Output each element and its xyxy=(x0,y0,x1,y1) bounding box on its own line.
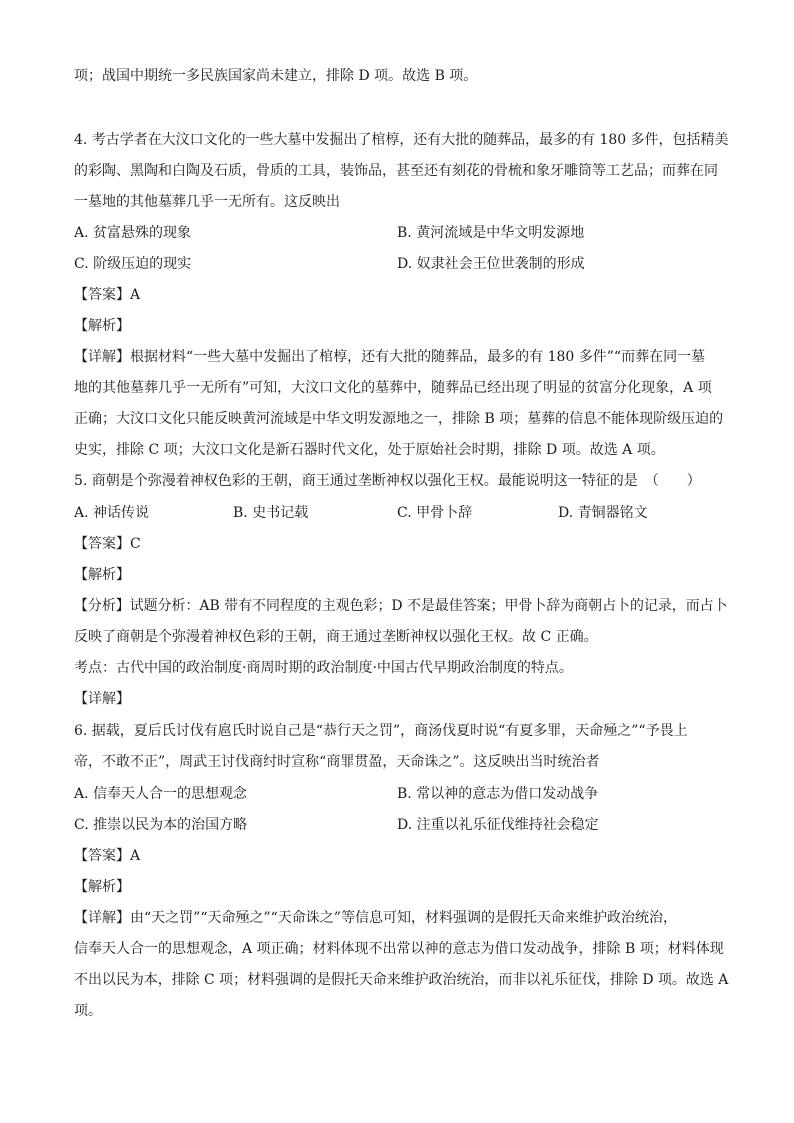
q6-option-b: B. 常以神的意志为借口发动战争 xyxy=(397,786,599,802)
q5-answer: 【答案】C xyxy=(74,536,141,552)
q4-detail-line-2: 地的其他墓葬几乎一无所有”可知，大汶口文化的墓葬中，随葬品已经出现了明显的贫富分化现象，A 项 xyxy=(74,380,712,396)
q6-option-c: C. 推崇以民为本的治国方略 xyxy=(74,817,248,833)
q6-analysis-label: 【解析】 xyxy=(74,879,130,895)
q4-stem-line-2: 的彩陶、黑陶和白陶及石质，骨质的工具，装饰品，甚至还有刻花的骨梳和象牙雕筒等工艺品；而葬在同 xyxy=(74,163,718,179)
q4-detail-line-1: 【详解】根据材料“一些大墓中发掘出了棺椁，还有大批的随葬品，最多的有 180 多件”“而葬在同一墓 xyxy=(74,349,706,365)
q4-detail-line-4: 史实，排除 C 项；大汶口文化是新石器时代文化，处于原始社会时期，排除 D 项。故选 A 项。 xyxy=(74,442,665,458)
q6-option-a: A. 信奉天人合一的思想观念 xyxy=(74,786,248,802)
q4-option-c: C. 阶级压迫的现实 xyxy=(74,256,192,272)
q6-option-d: D. 注重以礼乐征伐维持社会稳定 xyxy=(397,817,599,833)
q6-stem-line-1: 6. 据载，夏后氏讨伐有扈氏时说自己是“恭行天之罚”，商汤伐夏时说“有夏多罪，天命殛之”“予畏上 xyxy=(74,723,688,739)
q5-analysis-line-1: 【分析】试题分析：AB 带有不同程度的主观色彩；D 不是最佳答案；甲骨卜辞为商朝占卜的记录，而占卜 xyxy=(74,598,728,614)
q4-option-a: A. 贫富悬殊的现象 xyxy=(74,225,192,241)
q4-detail-line-3: 正确；大汶口文化只能反映黄河流域是中华文明发源地之一，排除 B 项；墓葬的信息不能体现阶级压迫的 xyxy=(74,411,724,427)
q6-detail-line-3: 不出以民为本，排除 C 项；材料强调的是假托天命来维护政治统治，而非以礼乐征伐，排除 D 项。故选 A xyxy=(74,972,729,988)
q5-kaodian: 考点：古代中国的政治制度·商周时期的政治制度·中国古代早期政治制度的特点。 xyxy=(74,660,573,676)
q5-stem: 5. 商朝是个弥漫着神权色彩的王朝，商王通过垄断神权以强化王权。最能说明这一特征的是 （ ） xyxy=(74,473,701,489)
q4-option-b: B. 黄河流域是中华文明发源地 xyxy=(397,225,585,241)
q6-stem-line-2: 帝，不敢不正”，周武王讨伐商纣时宣称“商罪贯盈，天命诛之”。这反映出当时统治者 xyxy=(74,754,600,770)
q5-option-d: D. 青铜器铭文 xyxy=(558,505,648,521)
q5-option-a: A. 神话传说 xyxy=(74,505,150,521)
q5-option-c: C. 甲骨卜辞 xyxy=(397,505,473,521)
q4-stem-line-3: 一墓地的其他墓葬几乎一无所有。这反映出 xyxy=(74,194,340,210)
q5-detail-label: 【详解】 xyxy=(74,691,130,707)
q4-option-d: D. 奴隶社会王位世袭制的形成 xyxy=(397,256,585,272)
q4-stem-line-1: 4. 考古学者在大汶口文化的一些大墓中发掘出了棺椁，还有大批的随葬品，最多的有 180 多件，包括精美 xyxy=(74,132,729,148)
q6-answer: 【答案】A xyxy=(74,848,141,864)
q4-answer: 【答案】A xyxy=(74,287,141,303)
q5-option-b: B. 史书记载 xyxy=(233,505,309,521)
q6-detail-line-1: 【详解】由“天之罚”“天命殛之”“天命诛之”等信息可知，材料强调的是假托天命来维护政治统治， xyxy=(74,910,677,926)
q6-detail-line-2: 信奉天人合一的思想观念，A 项正确；材料体现不出常以神的意志为借口发动战争，排除 B 项；材料体现 xyxy=(74,941,724,957)
q6-detail-line-4: 项。 xyxy=(74,1003,102,1019)
text-line-carryover: 项；战国中期统一多民族国家尚未建立，排除 D 项。故选 B 项。 xyxy=(74,68,478,84)
q4-analysis-label: 【解析】 xyxy=(74,318,130,334)
q5-analysis-label: 【解析】 xyxy=(74,567,130,583)
q5-analysis-line-2: 反映了商朝是个弥漫着神权色彩的王朝，商王通过垄断神权以强化王权。故 C 正确。 xyxy=(74,629,598,645)
